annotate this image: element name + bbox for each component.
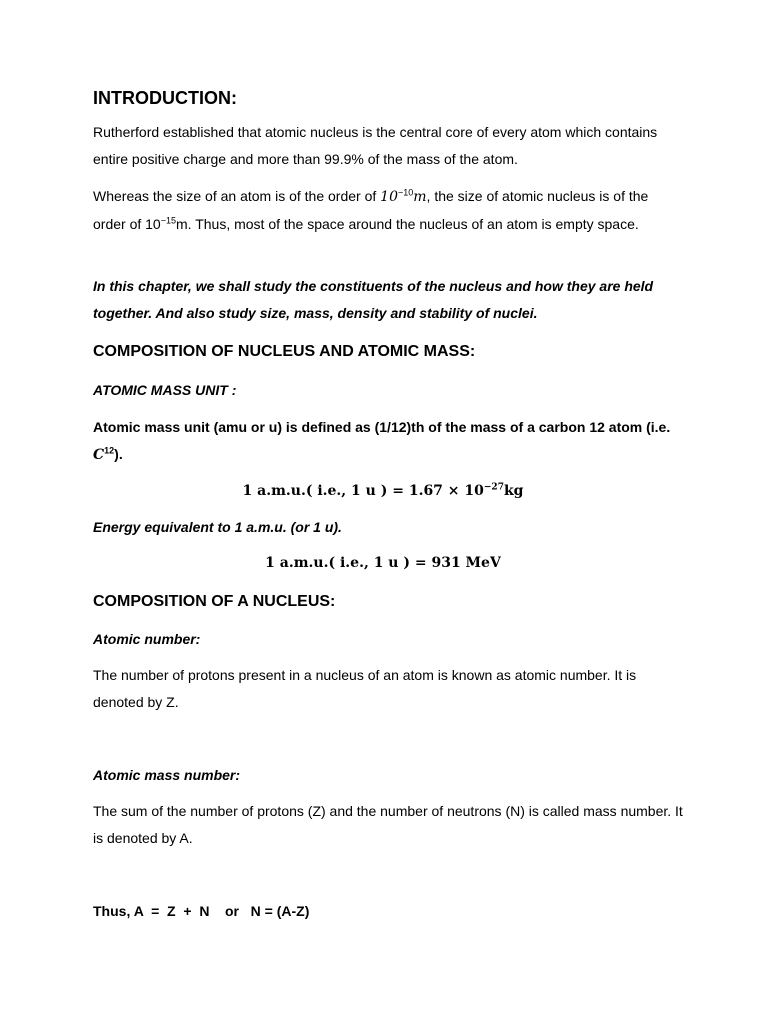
p2-text-b: , the size of atomic nucleus is of the order of [93,188,649,232]
energy-equation: 1 a.m.u.( i.e., 1 u ) = 931 MeV [265,555,501,571]
composition-nucleus-heading: COMPOSITION OF A NUCLEUS: [93,593,336,610]
p2-power-1-base: 10 [380,189,398,205]
amu-equation [93,483,673,499]
atomic-number-heading: Atomic number: [93,631,201,647]
carbon-symbol: C [93,447,105,463]
mass-number-relation: Thus, A = Z + N or N = (A-Z) [93,903,310,919]
intro-paragraph-1: Rutherford established that atomic nucleus is the central core of every atom which contains entire positive charge and more than 99.9% of the mass of the atom. [93,124,658,167]
p2-power-1-exponent: −10 [397,187,414,198]
amu-heading: ATOMIC MASS UNIT : [93,382,237,398]
mass-number-text: The sum of the number of protons (Z) and the number of neutrons (N) is called mass number. It is denoted by A. [93,803,683,846]
composition-mass-heading: COMPOSITION OF NUCLEUS AND ATOMIC MASS: [93,343,476,360]
energy-equivalent-heading: Energy equivalent to 1 a.m.u. (or 1 u). [93,519,342,535]
atomic-number-text: The number of protons present in a nucleus of an atom is known as atomic number. It is denoted by Z. [93,667,637,710]
p2-text-a: Whereas the size of an atom is of the order of [93,188,381,204]
intro-paragraph-2 [93,183,683,238]
amu-equation-unit: kg [503,483,524,499]
amu-definition [93,414,683,469]
p2-power-1-unit: m [413,189,427,205]
p2-power-2-exponent: −15 [160,215,176,226]
carbon-exponent: 12 [104,445,115,456]
p2-power-2-base: 10 [145,216,161,232]
amu-equation-exponent: −27 [483,482,504,493]
p2-text-c: m. Thus, most of the space around the nucleus of an atom is empty space. [176,216,639,232]
introduction-heading: INTRODUCTION: [93,88,237,108]
amu-definition-end: ). [114,446,123,462]
intro-paragraph-3: In this chapter, we shall study the constituents of the nucleus and how they are held together. And also study size, mass, density and stability of nuclei. [93,278,654,321]
mass-number-heading: Atomic mass number: [93,767,241,783]
amu-definition-text: Atomic mass unit (amu or u) is defined as (1/12)th of the mass of a carbon 12 atom (i.e. [93,419,671,435]
amu-equation-lhs: 1 a.m.u.( i.e., 1 u ) = 1.67 × 10 [242,483,484,499]
